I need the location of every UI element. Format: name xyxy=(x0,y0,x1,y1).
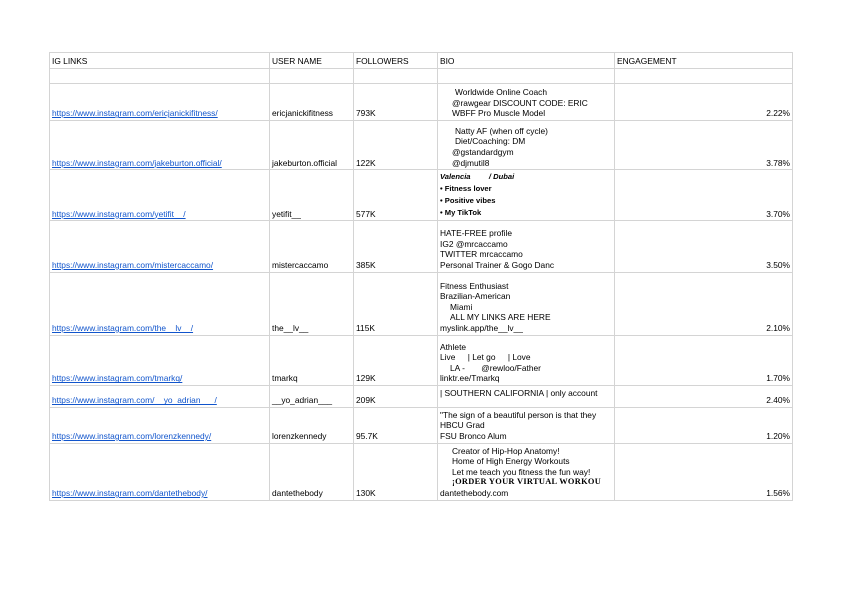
followers-cell: 122K xyxy=(354,120,438,169)
bio-line: @rawgear DISCOUNT CODE: ERIC xyxy=(452,97,588,108)
header-user-name: USER NAME xyxy=(270,53,354,69)
bio-line: @rewloo/Father xyxy=(481,362,541,373)
bio-line: / Dubai xyxy=(488,172,515,182)
profile-link[interactable]: https://www.instagram.com/jakeburton.official/ xyxy=(50,120,270,169)
header-row xyxy=(50,53,793,69)
bio-cell xyxy=(438,407,615,443)
bio-line: @djmutil8 xyxy=(452,157,490,168)
bio-line: ALL MY LINKS ARE HERE xyxy=(450,312,551,323)
engagement-cell: 2.40% xyxy=(615,385,793,407)
user-name-cell: the__lv__ xyxy=(270,272,354,335)
bio-line: Home of High Energy Workouts xyxy=(452,456,570,467)
bio-line: @gstandardgym xyxy=(452,146,514,157)
profile-link[interactable]: https://www.instagram.com/yetifit__/ xyxy=(50,170,270,221)
table-row xyxy=(50,443,793,500)
table-row xyxy=(50,407,793,443)
engagement-cell: 1.56% xyxy=(615,443,793,500)
table-row xyxy=(50,120,793,169)
table-row xyxy=(50,170,793,221)
user-name-cell: dantethebody xyxy=(270,443,354,500)
bio-cell xyxy=(438,84,615,121)
bio-line: TWITTER mrcaccamo xyxy=(440,249,523,260)
user-name-cell: lorenzkennedy xyxy=(270,407,354,443)
bio-line: Creator of Hip-Hop Anatomy! xyxy=(452,445,560,456)
bio-line: Diet/Coaching: DM xyxy=(455,136,526,147)
profile-link[interactable]: https://www.instagram.com/lorenzkennedy/ xyxy=(50,407,270,443)
engagement-cell: 3.50% xyxy=(615,221,793,272)
bio-line: HATE-FREE profile xyxy=(440,228,512,239)
user-name-cell: yetifit__ xyxy=(270,170,354,221)
bio-line: Fitness Enthusiast xyxy=(440,280,509,291)
profile-link[interactable]: https://www.instagram.com/the__lv__/ xyxy=(50,272,270,335)
user-name-cell: jakeburton.official xyxy=(270,120,354,169)
table-row xyxy=(50,84,793,121)
engagement-cell: 2.22% xyxy=(615,84,793,121)
header-ig-links: IG LINKS xyxy=(50,53,270,69)
user-name-cell: __yo_adrian___ xyxy=(270,385,354,407)
bio-line: Worldwide Online Coach xyxy=(455,87,548,97)
bio-line: FSU Bronco Alum xyxy=(440,431,507,442)
profile-link[interactable]: https://www.instagram.com/ericjanickifitness/ xyxy=(50,84,270,121)
engagement-cell: 3.78% xyxy=(615,120,793,169)
user-name-cell: mistercaccamo xyxy=(270,221,354,272)
bio-line: • Positive vibes xyxy=(440,196,496,206)
table-row xyxy=(50,385,793,407)
followers-cell: 793K xyxy=(354,84,438,121)
bio-line: • Fitness lover xyxy=(440,184,492,194)
bio-line: Athlete xyxy=(440,341,467,352)
bio-line: | SOUTHERN CALIFORNIA | only account xyxy=(440,387,598,398)
table-row xyxy=(50,335,793,385)
profile-link[interactable]: https://www.instagram.com/mistercaccamo/ xyxy=(50,221,270,272)
bio-line: Miami xyxy=(450,301,473,312)
bio-cell xyxy=(438,170,615,221)
followers-cell: 95.7K xyxy=(354,407,438,443)
bio-line: dantethebody.com xyxy=(440,488,509,499)
bio-line: myslink.app/the__lv__ xyxy=(440,322,523,333)
engagement-cell: 1.20% xyxy=(615,407,793,443)
bio-line: Live xyxy=(440,352,456,363)
followers-cell: 130K xyxy=(354,443,438,500)
bio-line: ¡ORDER YOUR VIRTUAL WORKOU xyxy=(452,477,602,487)
bio-line: Let me teach you fitness the fun way! xyxy=(452,466,591,477)
header-engagement: ENGAGEMENT xyxy=(615,53,793,69)
profile-link[interactable]: https://www.instagram.com/dantethebody/ xyxy=(50,443,270,500)
blank-row xyxy=(50,69,793,84)
bio-cell xyxy=(438,120,615,169)
engagement-cell: 2.10% xyxy=(615,272,793,335)
bio-line: LA - xyxy=(450,362,465,373)
user-name-cell: ericjanickifitness xyxy=(270,84,354,121)
bio-cell xyxy=(438,385,615,407)
bio-cell xyxy=(438,221,615,272)
bio-line: HBCU Grad xyxy=(440,420,485,431)
bio-cell xyxy=(438,272,615,335)
bio-line: • My TikTok xyxy=(440,208,482,218)
header-followers: FOLLOWERS xyxy=(354,53,438,69)
bio-line: Valencia xyxy=(440,172,471,182)
engagement-cell: 3.70% xyxy=(615,170,793,221)
profile-link[interactable]: https://www.instagram.com/tmarkq/ xyxy=(50,335,270,385)
followers-cell: 385K xyxy=(354,221,438,272)
bio-line: Brazilian-American xyxy=(440,291,511,302)
bio-line: WBFF Pro Muscle Model xyxy=(452,108,546,119)
bio-line: Natty AF (when off cycle) xyxy=(455,125,548,136)
followers-cell: 209K xyxy=(354,385,438,407)
followers-cell: 115K xyxy=(354,272,438,335)
bio-cell xyxy=(438,335,615,385)
spreadsheet-table xyxy=(49,52,793,501)
bio-cell xyxy=(438,443,615,500)
table-row xyxy=(50,221,793,272)
engagement-cell: 1.70% xyxy=(615,335,793,385)
bio-line: | Love xyxy=(507,352,531,363)
bio-line: IG2 @mrcaccamo xyxy=(440,238,508,249)
header-bio: BIO xyxy=(438,53,615,69)
bio-line: "The sign of a beautiful person is that they xyxy=(440,409,597,420)
bio-line: linktr.ee/Tmarkq xyxy=(440,373,500,384)
user-name-cell: tmarkq xyxy=(270,335,354,385)
followers-cell: 129K xyxy=(354,335,438,385)
bio-line: Personal Trainer & Gogo Danc xyxy=(440,259,555,270)
profile-link[interactable]: https://www.instagram.com/__yo_adrian___/ xyxy=(50,385,270,407)
bio-line: | Let go xyxy=(467,352,496,363)
table-row xyxy=(50,272,793,335)
followers-cell: 577K xyxy=(354,170,438,221)
